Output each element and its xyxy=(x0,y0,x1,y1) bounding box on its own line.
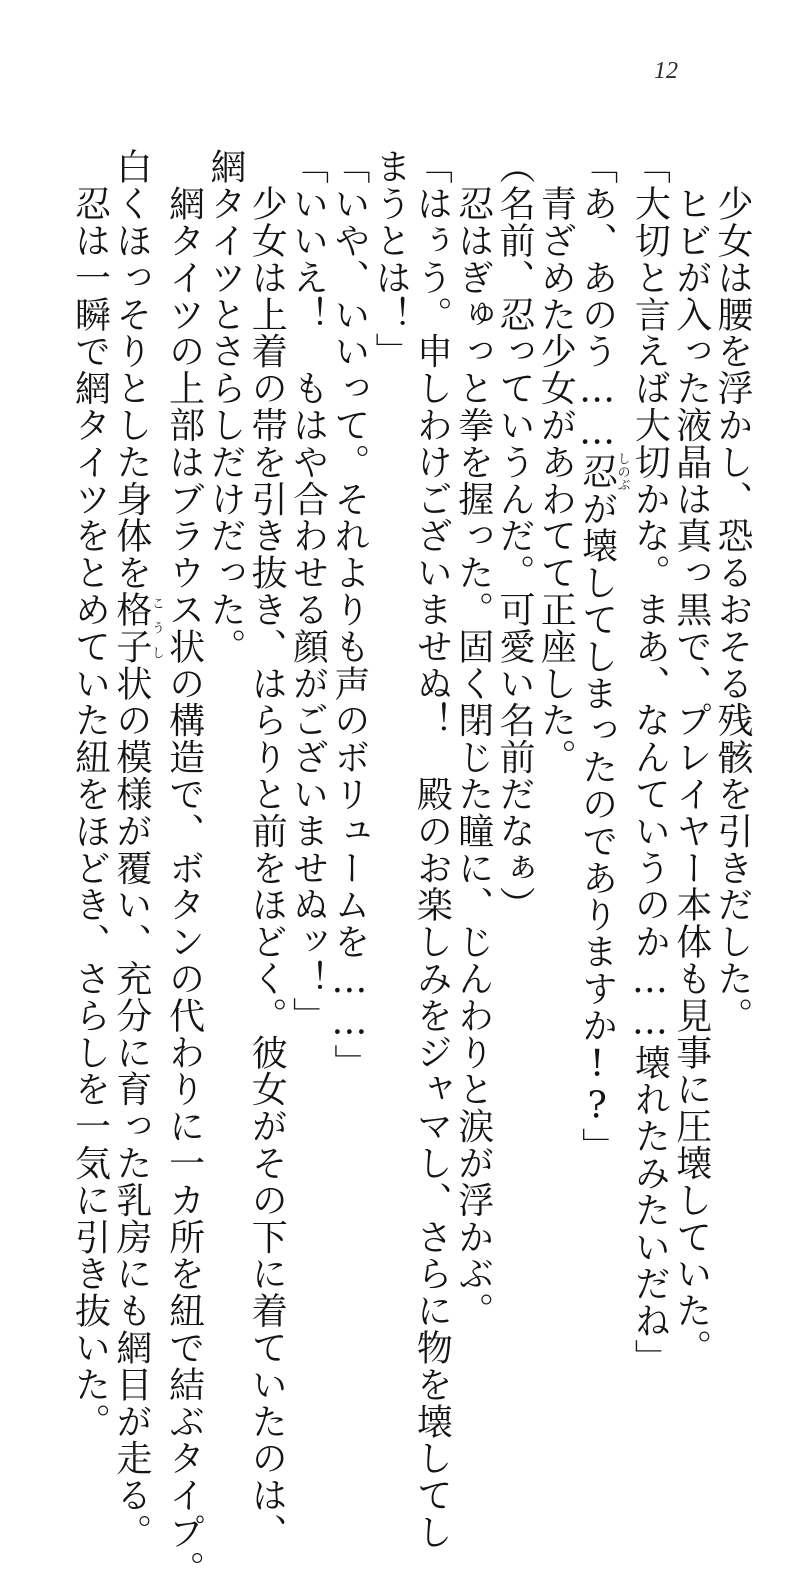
text-line xyxy=(576,148,630,1165)
text-line: 忍はぎゅっと拳を握った。固く閉じた瞳に、じんわりと涙が浮かぶ。 xyxy=(452,148,494,1329)
text-line: 「いや、いいって。それよりも声のボリュームを……」 xyxy=(328,148,370,1081)
text-segment: 状の模様が覆い、充分に育った乳房にも網目が走る。 xyxy=(110,664,152,1551)
text-segment: 白くほっそりとした身体を xyxy=(110,148,152,591)
text-line: （名前、忍っていうんだ。可愛い名前だなぁ） xyxy=(494,148,536,923)
text-segment: 「あ、あのう…… xyxy=(576,148,618,454)
text-line xyxy=(110,148,164,1551)
text-line: 「いいえ！ もはや合わせる顔がございませぬッ！」 xyxy=(287,148,329,1034)
ruby-reading: しのぶ xyxy=(614,452,630,492)
text-line: 少女は腰を浮かし、恐るおそる残骸を引きだした。 xyxy=(712,148,753,1034)
ruby-reading: こうし xyxy=(148,590,164,665)
text-line: まうとは！」 xyxy=(370,148,412,370)
text-line: 少女は上着の帯を引き抜き、はらりと前をほどく。彼女がその下に着ていたのは、 xyxy=(246,148,288,1551)
text-line: 「はぅう。申しわけございませぬ！ 殿のお楽しみをジャマし、さらに物を壊してし xyxy=(411,148,453,1551)
ruby-annotation xyxy=(110,590,164,665)
page-number: 12 xyxy=(654,58,678,84)
text-line: ヒビが入った液晶は真っ黒で、プレイヤー本体も見事に圧壊していた。 xyxy=(670,148,712,1366)
text-line: 青ざめた少女があわてて正座した。 xyxy=(535,148,577,776)
text-line: 「大切と言えば大切かな。まあ、なんていうのか……壊れたみたいだね」 xyxy=(629,148,671,1376)
text-line: 網タイツとさらしだけだった。 xyxy=(204,148,246,665)
ruby-base: 忍 xyxy=(576,452,618,492)
ruby-annotation xyxy=(576,452,630,492)
text-line: 網タイツの上部はブラウス状の構造で、ボタンの代わりに一カ所を紐で結ぶタイプ。 xyxy=(163,148,205,1587)
text-line: 忍は一瞬で網タイツをとめていた紐をほどき、さらしを一気に引き抜いた。 xyxy=(69,148,111,1440)
ruby-base: 格子 xyxy=(110,590,152,665)
text-segment: が壊してしまったのでありますか!?」 xyxy=(576,490,618,1165)
body-text xyxy=(69,148,753,1587)
